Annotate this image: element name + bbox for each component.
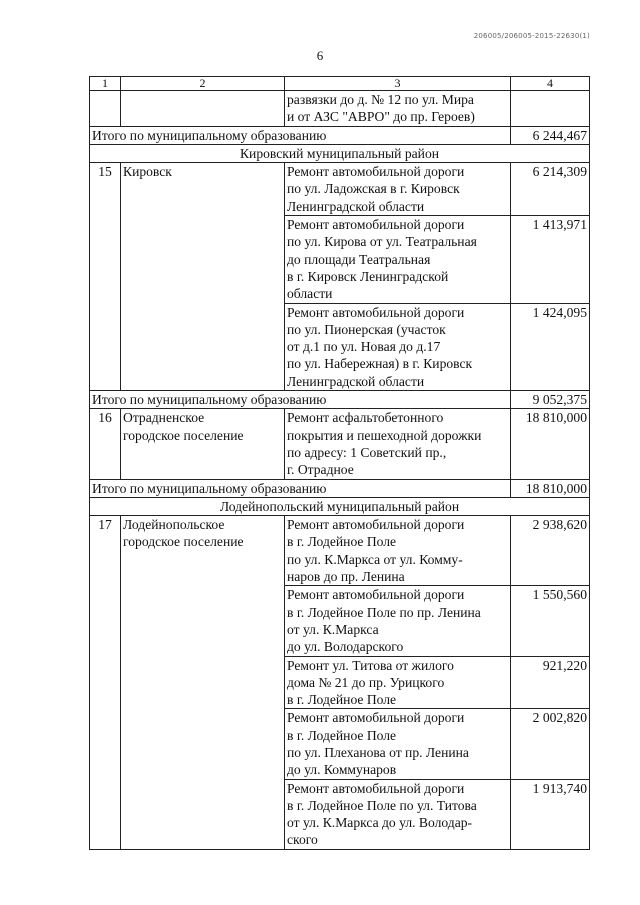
entry-number: 15 bbox=[90, 163, 121, 391]
work-amount: 921,220 bbox=[511, 656, 590, 709]
work-description: Ремонт автомобильной дороги по ул. Пионерская (участок от д.1 по ул. Новая до д.17 по ул. Набережная) в г. Кировск Ленинградской области bbox=[285, 303, 511, 390]
entry-number: 17 bbox=[90, 516, 121, 850]
work-description: Ремонт автомобильной дороги в г. Лодейное Поле по ул. Титова от ул. К.Маркса до ул. Володар- ского bbox=[285, 779, 511, 849]
column-header: 2 bbox=[121, 77, 285, 91]
total-amount: 18 810,000 bbox=[511, 479, 590, 497]
municipality-name: Лодейнопольское городское поселение bbox=[121, 516, 285, 850]
work-amount: 1 913,740 bbox=[511, 779, 590, 849]
total-amount: 9 052,375 bbox=[511, 391, 590, 409]
district-name: Лодейнопольский муниципальный район bbox=[90, 497, 590, 515]
total-row bbox=[90, 479, 590, 497]
work-description: развязки до д. № 12 по ул. Мира и от АЗС "АВРО" до пр. Героев) bbox=[285, 91, 511, 127]
district-name: Кировский муниципальный район bbox=[90, 144, 590, 162]
district-row bbox=[90, 497, 590, 515]
work-amount: 6 214,309 bbox=[511, 163, 590, 216]
work-description: Ремонт автомобильной дороги в г. Лодейное Поле по пр. Ленина от ул. К.Маркса до ул. Володарского bbox=[285, 586, 511, 656]
table-row bbox=[90, 516, 590, 586]
page-number: 6 bbox=[316, 48, 324, 63]
funding-table bbox=[89, 76, 590, 850]
work-amount: 1 413,971 bbox=[511, 216, 590, 303]
table-row bbox=[90, 409, 590, 479]
work-description: Ремонт автомобильной дороги по ул. Кирова от ул. Театральная до площади Театральная в г. Кировск Ленинградской области bbox=[285, 216, 511, 303]
total-row bbox=[90, 391, 590, 409]
total-label: Итого по муниципальному образованию bbox=[90, 126, 511, 144]
document-id: 206005/206005-2015-22630(1) bbox=[473, 32, 590, 40]
work-description: Ремонт автомобильной дороги в г. Лодейное Поле по ул. К.Маркса от ул. Комму- наров до пр. Ленина bbox=[285, 516, 511, 586]
work-amount: 2 938,620 bbox=[511, 516, 590, 586]
total-label: Итого по муниципальному образованию bbox=[90, 391, 511, 409]
work-amount: 1 550,560 bbox=[511, 586, 590, 656]
work-amount: 1 424,095 bbox=[511, 303, 590, 390]
table-header-row bbox=[90, 77, 590, 91]
table-row bbox=[90, 163, 590, 216]
work-description: Ремонт автомобильной дороги в г. Лодейное Поле по ул. Плеханова от пр. Ленина до ул. Коммунаров bbox=[285, 709, 511, 779]
municipality-name: Отрадненское городское поселение bbox=[121, 409, 285, 479]
work-amount: 18 810,000 bbox=[511, 409, 590, 479]
entry-number: 16 bbox=[90, 409, 121, 479]
table-row bbox=[90, 91, 590, 127]
municipality-name: Кировск bbox=[121, 163, 285, 391]
work-amount: 2 002,820 bbox=[511, 709, 590, 779]
column-header: 4 bbox=[511, 77, 590, 91]
column-header: 3 bbox=[285, 77, 511, 91]
total-label: Итого по муниципальному образованию bbox=[90, 479, 511, 497]
work-description: Ремонт автомобильной дороги по ул. Ладожская в г. Кировск Ленинградской области bbox=[285, 163, 511, 216]
work-description: Ремонт асфальтобетонного покрытия и пешеходной дорожки по адресу: 1 Советский пр., г. Отрадное bbox=[285, 409, 511, 479]
total-row bbox=[90, 126, 590, 144]
work-description: Ремонт ул. Титова от жилого дома № 21 до пр. Урицкого в г. Лодейное Поле bbox=[285, 656, 511, 709]
column-header: 1 bbox=[90, 77, 121, 91]
district-row bbox=[90, 144, 590, 162]
total-amount: 6 244,467 bbox=[511, 126, 590, 144]
